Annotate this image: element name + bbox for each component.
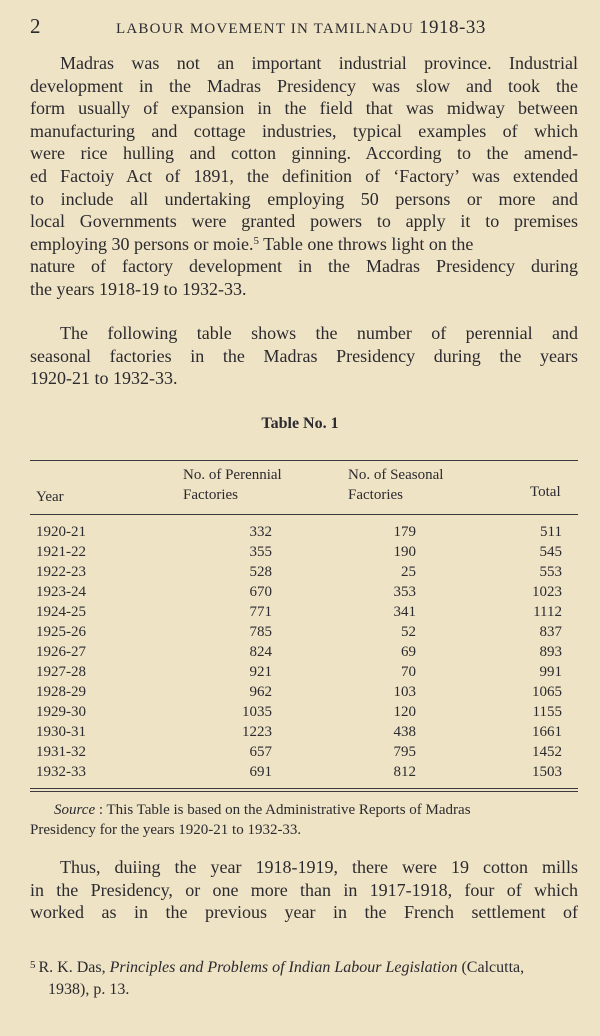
cell-perennial: 657 [249,744,272,760]
paragraph-line: 1920-21 to 1932-33. [30,368,178,389]
table-row [0,724,600,744]
table-row [0,524,600,544]
table-source-note [30,800,578,840]
paragraph-line: the years 1918-19 to 1932-33. [30,278,247,299]
cell-seasonal: 341 [393,604,416,620]
cell-seasonal: 25 [401,564,416,580]
table-row [0,704,600,724]
running-title-years: 1918-33 [419,17,486,38]
paragraph-3 [30,856,578,924]
cell-seasonal: 438 [393,724,416,740]
table-row [0,744,600,764]
cell-total: 991 [539,664,562,680]
cell-total: 1661 [532,724,562,740]
cell-year: 1931-32 [36,744,86,760]
cell-year: 1932-33 [36,764,86,780]
cell-seasonal: 120 [393,704,416,720]
cell-total: 553 [539,564,562,580]
cell-seasonal: 190 [393,544,416,560]
paragraph-line: in the Presidency, or one more than in 1917-1918, four of which [30,879,578,900]
footnote-line-1 [30,954,578,979]
cell-year: 1920-21 [36,524,86,540]
header-perennial-line2: Factories [183,487,238,503]
running-title [116,17,486,39]
page-number: 2 [30,14,41,38]
paragraph-line: employing 30 persons or moie. [30,233,254,254]
table-row [0,644,600,664]
cell-year: 1924-25 [36,604,86,620]
cell-seasonal: 179 [393,524,416,540]
paragraph-line: nature of factory development in the Madras Presidency during [30,256,578,277]
footnote-line-2: 1938), p. 13. [48,981,130,998]
cell-perennial: 355 [249,544,272,560]
source-line-1 [30,800,578,820]
header-perennial-line1: No. of Perennial [183,467,282,483]
header-seasonal-line2: Factories [348,487,403,503]
paragraph-line: manufacturing and cottage industries, typical examples of which [30,120,578,141]
cell-seasonal: 795 [393,744,416,760]
table-row [0,664,600,684]
table-row [0,604,600,624]
source-line-2: Presidency for the years 1920-21 to 1932-33. [30,822,302,838]
cell-total: 1155 [532,704,562,720]
source-label: Source [54,802,96,818]
paragraph-line: local Governments were granted powers to apply it to premises [30,211,578,232]
cell-year: 1929-30 [36,704,86,720]
cell-seasonal: 103 [393,684,416,700]
cell-year: 1921-22 [36,544,86,560]
cell-perennial: 691 [249,764,272,780]
table-row [0,764,600,784]
footnote-reference: 5 [253,234,259,247]
cell-year: 1926-27 [36,644,86,660]
cell-total: 1023 [532,584,562,600]
paragraph-line-with-ref [30,233,578,256]
cell-perennial: 771 [249,604,272,620]
cell-perennial: 332 [249,524,272,540]
paragraph-line-tail: Table one throws light on the [258,233,474,254]
cell-seasonal: 353 [393,584,416,600]
cell-total: 511 [540,524,562,540]
header-seasonal-line1: No. of Seasonal [348,467,444,483]
footnote-author: R. K. Das, [38,959,110,976]
table-top-rule [30,460,578,461]
table-row [0,624,600,644]
cell-year: 1927-28 [36,664,86,680]
paragraph-line: The following table shows the number of perennial and [60,323,578,343]
running-header [30,14,580,40]
cell-total: 1065 [532,684,562,700]
cell-perennial: 962 [249,684,272,700]
cell-year: 1923-24 [36,584,86,600]
paragraph-line: worked as in the previous year in the French settlement of [30,902,578,923]
header-seasonal [348,465,443,505]
paragraph-line: were rice hulling and cotton ginning. According to the amend- [30,143,578,164]
running-title-text: LABOUR MOVEMENT IN TAMILNADU [116,21,415,37]
table-row [0,584,600,604]
footnote [30,954,578,1001]
paragraph-line: development in the Madras Presidency was slow and took the [30,75,578,96]
source-text: : This Table is based on the Administrative Reports of Madras [95,802,471,818]
footnote-mark: 5 [30,959,36,971]
paragraph-line: ed Factoiy Act of 1891, the definition of ‘Factory’ was extended [30,165,578,186]
header-year: Year [36,489,64,505]
paragraph-line: form usually of expansion in the field that was midway between [30,98,578,119]
table-row [0,684,600,704]
paragraph-2 [30,322,578,390]
cell-year: 1928-29 [36,684,86,700]
table-row [0,564,600,584]
header-perennial [183,465,282,505]
paragraph-line: to include all undertaking employing 50 persons or more and [30,188,578,209]
cell-perennial: 921 [249,664,272,680]
cell-total: 893 [539,644,562,660]
cell-perennial: 1223 [242,724,272,740]
table-header-rule [30,514,578,515]
cell-perennial: 824 [249,644,272,660]
cell-seasonal: 70 [401,664,416,680]
cell-year: 1930-31 [36,724,86,740]
paragraph-line: seasonal factories in the Madras Presidency during the years [30,345,578,366]
table-row [0,544,600,564]
cell-total: 545 [539,544,562,560]
paragraph-line: Madras was not an important industrial province. Industrial [60,53,578,73]
cell-year: 1922-23 [36,564,86,580]
cell-perennial: 528 [249,564,272,580]
table-bottom-rule [30,788,578,789]
footnote-title: Principles and Problems of Indian Labour Legislation [109,959,458,976]
cell-total: 1112 [533,604,562,620]
cell-seasonal: 812 [393,764,416,780]
table-title: Table No. 1 [261,415,339,432]
cell-year: 1925-26 [36,624,86,640]
cell-total: 1452 [532,744,562,760]
paragraph-1 [30,52,578,301]
table-bottom-rule-double [30,791,578,792]
paragraph-line: Thus, duiing the year 1918-1919, there were 19 cotton mills [60,857,578,877]
cell-seasonal: 52 [401,624,416,640]
cell-perennial: 670 [249,584,272,600]
cell-total: 837 [539,624,562,640]
footnote-publisher: (Calcutta, [457,959,525,976]
cell-perennial: 785 [249,624,272,640]
cell-seasonal: 69 [401,644,416,660]
cell-total: 1503 [532,764,562,780]
cell-perennial: 1035 [242,704,272,720]
header-total: Total [530,484,561,500]
